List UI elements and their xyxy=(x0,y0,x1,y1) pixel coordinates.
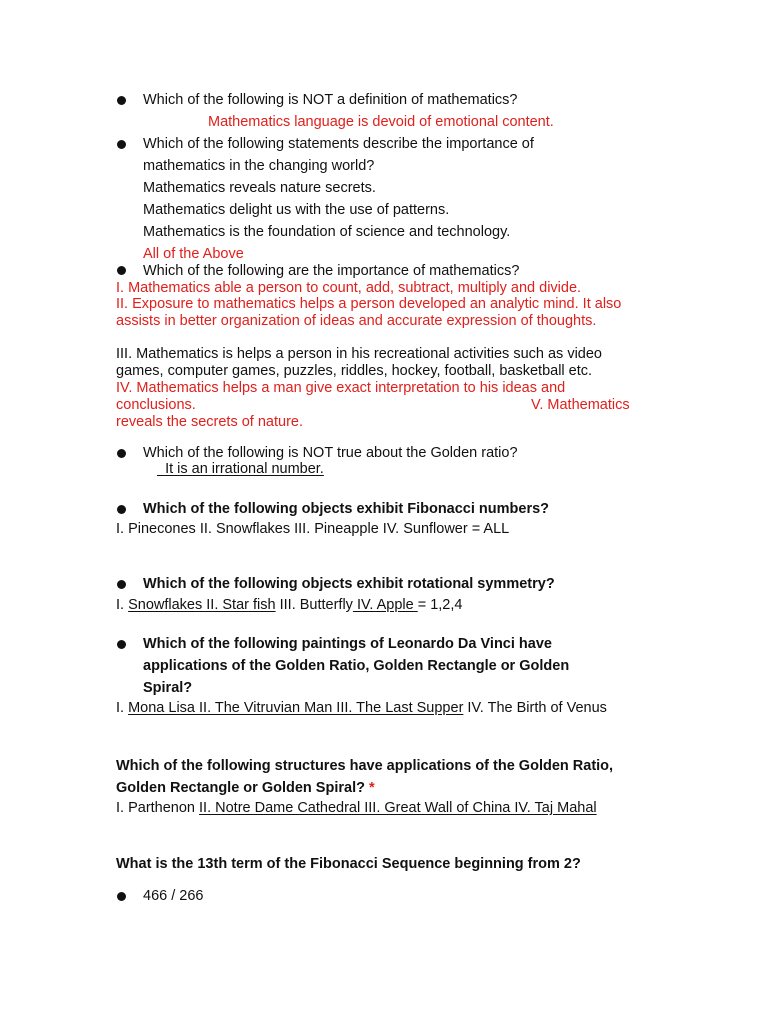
answer-4-text: It is an irrational number. xyxy=(165,461,324,477)
answer-8-underlined: II. Notre Dame Cathedral III. Great Wall of China IV. Taj Mahal xyxy=(199,800,597,816)
answer-6 xyxy=(116,597,462,614)
answer-1: Mathematics language is devoid of emotional content. xyxy=(208,114,554,130)
item-3-iii: III. Mathematics is helps a person in his recreational activities such as video games, computer games, puzzles, riddles, hockey, football, basketball etc. xyxy=(116,346,602,379)
option-2-2: Mathematics delight us with the use of patterns. xyxy=(143,202,450,218)
answer-6-underlined-1: Snowflakes II. Star fish xyxy=(128,597,276,613)
option-2-3: Mathematics is the foundation of science and technology. xyxy=(143,224,511,240)
answer-7-underlined: Mona Lisa II. The Vitruvian Man III. The Last Supper xyxy=(128,700,464,716)
question-7-line1: Which of the following paintings of Leonardo Da Vinci have xyxy=(143,636,552,652)
question-2-line1: Which of the following statements describe the importance of xyxy=(143,136,534,152)
item-3-ii: II. Exposure to mathematics helps a person developed an analytic mind. It also assists in better organization of ideas and accurate expression of thoughts. xyxy=(116,296,622,329)
bullet-icon xyxy=(117,580,126,589)
question-8-line1: Which of the following structures have applications of the Golden Ratio, xyxy=(116,758,614,774)
question-6: Which of the following objects exhibit rotational symmetry? xyxy=(143,576,555,592)
answer-5: I. Pinecones II. Snowflakes III. Pineapple IV. Sunflower = ALL xyxy=(116,521,510,537)
question-4: Which of the following is NOT true about the Golden ratio? xyxy=(143,445,518,461)
answer-6-suffix: = 1,2,4 xyxy=(417,597,463,613)
item-3-i: I. Mathematics able a person to count, add, subtract, multiply and divide. xyxy=(116,280,582,296)
question-5: Which of the following objects exhibit Fibonacci numbers? xyxy=(143,501,550,517)
bullet-icon xyxy=(117,140,126,149)
answer-8-prefix: I. Parthenon xyxy=(116,800,200,816)
bullet-icon xyxy=(117,96,126,105)
bullet-icon xyxy=(117,892,126,901)
question-8-line2-text: Golden Rectangle or Golden Spiral? xyxy=(116,780,365,796)
question-7-line3: Spiral? xyxy=(143,680,193,696)
answer-6-prefix: I. xyxy=(116,597,129,613)
answer-6-underlined-2: IV. Apple xyxy=(352,597,418,613)
question-3: Which of the following are the importance of mathematics? xyxy=(143,263,520,279)
item-3-v-part1: V. Mathematics xyxy=(531,397,630,413)
answer-7 xyxy=(116,700,626,717)
answer-9: 466 / 266 xyxy=(143,888,204,904)
answer-6-mid: III. Butterfly xyxy=(275,597,353,613)
question-9: What is the 13th term of the Fibonacci Sequence beginning from 2? xyxy=(116,856,581,872)
answer-7-prefix: I. xyxy=(116,700,129,716)
bullet-icon xyxy=(117,266,126,275)
bullet-icon xyxy=(117,640,126,649)
required-asterisk: * xyxy=(368,780,375,796)
answer-7-suffix: IV. The Birth of Venus xyxy=(463,700,607,716)
item-3-iv: IV. Mathematics helps a man give exact interpretation to his ideas and conclusions. xyxy=(116,380,566,413)
question-7-line2: applications of the Golden Ratio, Golden Rectangle or Golden xyxy=(143,658,570,674)
answer-8 xyxy=(116,800,614,817)
option-2-1: Mathematics reveals nature secrets. xyxy=(143,180,376,196)
question-8-line2 xyxy=(116,780,375,797)
question-2-line2: mathematics in the changing world? xyxy=(143,158,375,174)
answer-4 xyxy=(157,461,324,478)
bullet-icon xyxy=(117,505,126,514)
bullet-icon xyxy=(117,449,126,458)
question-1: Which of the following is NOT a definition of mathematics? xyxy=(143,92,518,108)
item-3-v-part2: reveals the secrets of nature. xyxy=(116,414,303,430)
answer-2: All of the Above xyxy=(143,246,244,262)
